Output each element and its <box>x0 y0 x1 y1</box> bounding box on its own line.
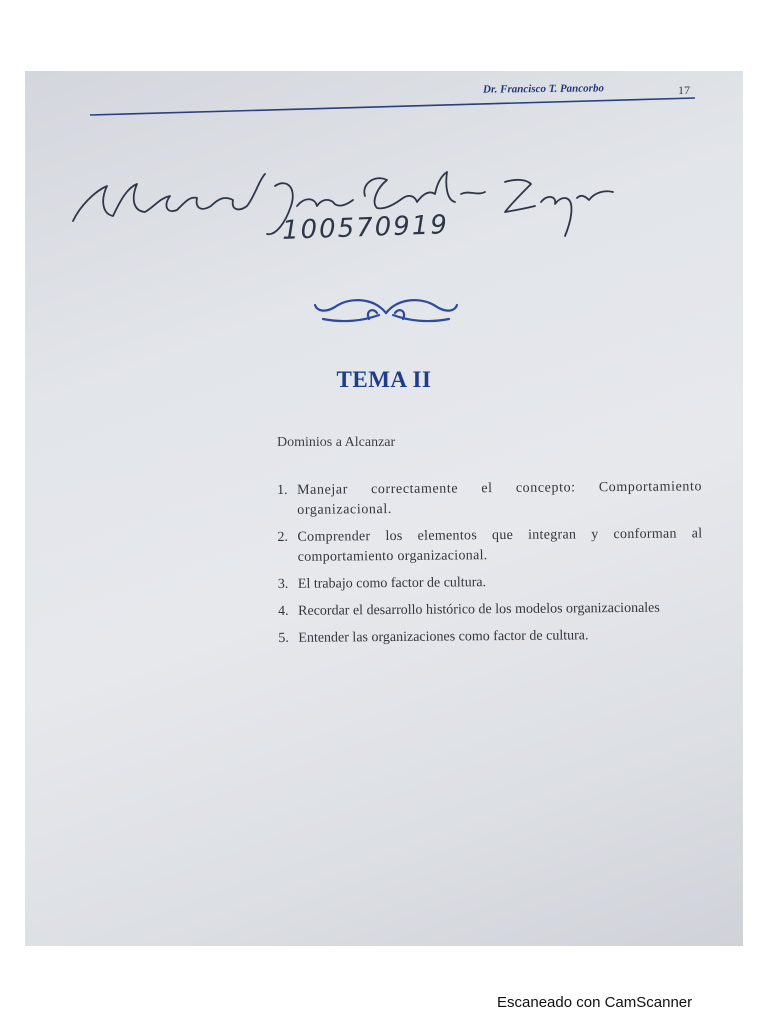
list-item <box>278 571 703 595</box>
list-item-text: Recordar el desarrollo histórico de los modelos organizacionales <box>298 600 660 619</box>
scanned-page <box>25 71 743 946</box>
list-item-text: Comprender los elementos que integran y conforman al comportamiento organizacional. <box>297 526 703 565</box>
list-item <box>277 524 702 568</box>
list-item <box>278 598 703 622</box>
list-item-text: Manejar correctamente el concepto: Comportamiento organizacional. <box>297 479 703 518</box>
page-number: 17 <box>678 83 690 97</box>
handwritten-id-number: 100570919 <box>281 210 450 246</box>
section-title: TEMA II <box>336 367 432 392</box>
list-item <box>278 625 703 649</box>
ornament-divider <box>313 293 459 327</box>
section-subtitle: Dominios a Alcanzar <box>277 435 396 450</box>
list-item-number: 1. <box>277 482 288 498</box>
list-item-number: 2. <box>277 529 289 545</box>
running-header-author: Dr. Francisco T. Pancorbo <box>482 82 604 96</box>
list-item-text: Entender las organizaciones como factor de cultura. <box>298 628 589 646</box>
list-item-number: 5. <box>278 630 289 646</box>
list-item-text: El trabajo como factor de cultura. <box>297 575 487 592</box>
list-item <box>277 477 702 521</box>
header-rule <box>90 86 695 116</box>
list-item-number: 4. <box>278 603 289 619</box>
objectives-list <box>277 477 704 656</box>
list-item-number: 3. <box>277 576 289 592</box>
camscanner-watermark: Escaneado con CamScanner <box>497 994 693 1011</box>
